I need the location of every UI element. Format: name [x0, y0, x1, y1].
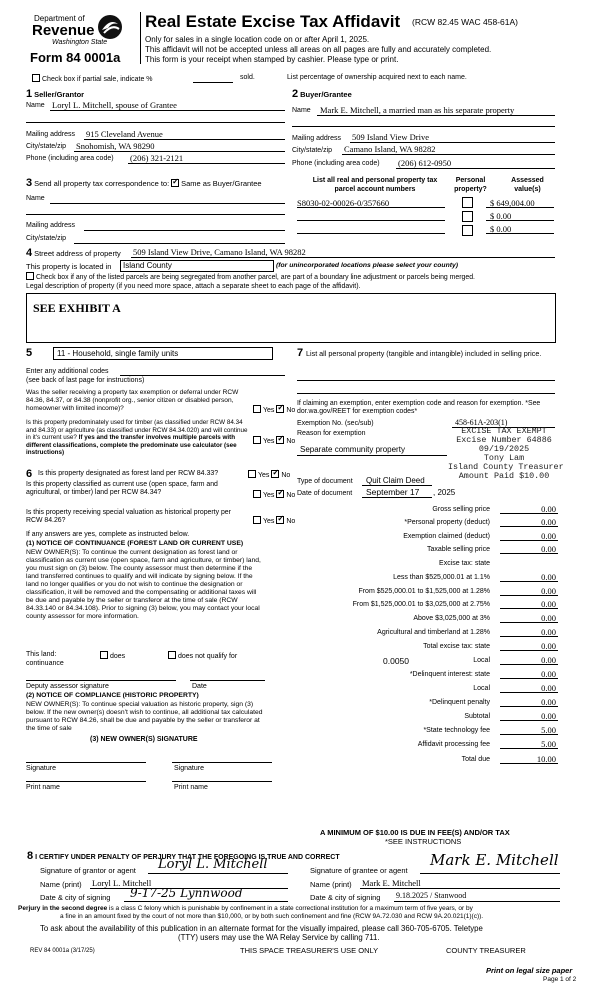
seller-heading	[26, 88, 84, 100]
q1-yes-checkbox[interactable]	[253, 405, 261, 413]
parcel-header-2a: Personal	[455, 177, 486, 184]
perjury-note-text: is a class C felony which is punishable by confinement in a state correctional institution for a maximum term of five years, or by	[107, 905, 473, 912]
calc-value[interactable]: 0.00	[541, 683, 556, 693]
personal-checkbox-1[interactable]	[462, 197, 473, 208]
sec3-mail-label: Mailing address	[26, 222, 76, 229]
calc-value[interactable]: 0.00	[541, 655, 556, 665]
grantor-date-field[interactable]: 9-17-25 Lynnwood	[130, 886, 243, 900]
q1-yes-no	[253, 405, 295, 414]
buyer-name-line-2	[292, 126, 555, 127]
deputy-signature-label: Deputy assessor signature	[26, 683, 109, 690]
dept-of-label: Department of	[34, 14, 85, 23]
q4-yes-label: Yes	[263, 492, 275, 499]
calc-value[interactable]: 0.00	[541, 517, 556, 527]
assessed-value-1[interactable]: $ 649,004.00	[490, 198, 535, 208]
calc-label: Affidavit processing fee	[417, 741, 490, 748]
does-not-option	[168, 651, 237, 660]
q5-no-checkbox[interactable]	[276, 516, 284, 524]
segregate-row	[26, 272, 475, 281]
grantee-name-line	[360, 888, 560, 889]
calc-value[interactable]: 0.00	[541, 627, 556, 637]
seller-mail-line	[84, 139, 285, 140]
seller-mail-label: Mailing address	[26, 131, 76, 138]
seller-city-field[interactable]: Snohomish, WA 98290	[76, 141, 155, 151]
exemption-no-field[interactable]: 458-61A-203(1)	[455, 418, 508, 427]
q2-no-label: No	[286, 438, 296, 445]
personal-checkbox-3[interactable]	[462, 225, 473, 236]
calc-label: Local	[473, 657, 490, 664]
q2-yes-checkbox[interactable]	[253, 436, 261, 444]
q1-no-checkbox[interactable]	[276, 405, 284, 413]
calc-value-line	[500, 581, 558, 582]
calc-label: *State technology fee	[423, 727, 490, 734]
calc-label: Agricultural and timberland at 1.28%	[377, 629, 490, 636]
sec3-city-label: City/state/zip	[26, 235, 67, 242]
segregate-checkbox[interactable]	[26, 272, 34, 280]
sec3-name-line-2	[26, 214, 285, 215]
does-label: does	[110, 653, 126, 660]
notice-continuance-text: NEW OWNER(S): To continue the current designation as forest land or classification as current use (open space, farm and agriculture, or timber) land, you must sign on (3) below. The county assessor must then determine if the land transferred continues to qualify and will indicate by signing below. If the land no longer qualifies or you do not wish to continue the designation or classification, it will be removed and the compensating or additional taxes will be due and payable by the seller or transferor at the time of sale (RCW 84.33.140 or 84.34.108). Prior to signing (3) below, you may contact your local county assessor for more information.	[26, 549, 261, 620]
additional-codes-note: (see back of last page for instructions)	[26, 377, 145, 384]
q5-yes-checkbox[interactable]	[253, 516, 261, 524]
grantor-signature[interactable]: Loryl L. Mitchell	[158, 857, 268, 872]
calc-value-line	[500, 595, 558, 596]
owner-sig-line-1[interactable]	[26, 762, 146, 763]
exempt-stamp	[448, 426, 564, 481]
sec3-heading	[26, 177, 262, 189]
doc-date-label: Date of document	[297, 490, 353, 497]
legal-desc-label: Legal description of property (if you need more space, attach a separate sheet to each page of the affidavit).	[26, 283, 361, 290]
partial-sale-row	[32, 74, 153, 83]
buyer-mail-label: Mailing address	[292, 135, 342, 142]
timber-question-text: Is this property predominately used for timber (as classified under RCW 84.34 and 84.33) or agriculture (as classified under RCW 84.34.020) and will continue in it's current use?	[26, 419, 248, 441]
calc-label: Subtotal	[464, 713, 490, 720]
calc-value[interactable]: 0.00	[541, 641, 556, 651]
header-note-1: Only for sales in a single location code on or after April 1, 2025.	[145, 35, 370, 44]
buyer-phone-label: Phone (including area code)	[292, 160, 380, 167]
owner-sig-line-2[interactable]	[172, 762, 272, 763]
grantee-date-field[interactable]: 9.18.2025 / Stanwood	[396, 891, 467, 900]
parcel-number-1[interactable]: S8030-02-00026-0/357660	[297, 198, 390, 208]
perjury-note-bold: Perjury in the second degree	[18, 905, 108, 912]
stamp-line-2: Excise Number 64886	[456, 435, 552, 445]
calc-label: From $525,000.01 to $1,525,000 at 1.28%	[358, 588, 490, 595]
q3-no-checkbox[interactable]	[271, 470, 279, 478]
seller-city-label: City/state/zip	[26, 143, 67, 150]
owner-sig-label-2: Signature	[174, 765, 204, 772]
owner-sig-label-1: Signature	[26, 765, 56, 772]
calc-label: Excise tax: state	[439, 560, 490, 567]
partial-sold-label: sold.	[240, 74, 255, 81]
q1-no-label: No	[286, 407, 296, 414]
notice-continuance-heading: (1) NOTICE OF CONTINUANCE (FOREST LAND OR CURRENT USE)	[26, 540, 244, 547]
sec4-number: 4	[26, 247, 33, 259]
calc-value-line	[500, 748, 558, 749]
calc-value-line	[500, 636, 558, 637]
seller-city-line	[74, 151, 285, 152]
parcel-header-2	[448, 176, 493, 194]
calc-value[interactable]: 0.00	[541, 531, 556, 541]
partial-pct-line[interactable]	[193, 82, 233, 83]
buyer-mail-line	[350, 142, 555, 143]
seller-name-line-2	[26, 122, 285, 123]
grantor-name-field[interactable]: Loryl L. Mitchell	[92, 878, 152, 888]
calc-value-line	[500, 622, 558, 623]
stamp-line-5: Island County Treasurer	[448, 462, 564, 472]
exemption-instructions: If claiming an exemption, enter exemption code and reason for exemption. *See dor.wa.gov/REET for exemption codes*	[297, 400, 541, 415]
buyer-name-line	[317, 115, 555, 116]
same-as-buyer-checkbox[interactable]	[171, 179, 179, 187]
seller-name-label: Name	[26, 102, 45, 109]
calc-label: *Delinquent interest: state	[409, 671, 490, 678]
q5-yes-label: Yes	[263, 518, 275, 525]
assessed-line-3	[486, 233, 554, 234]
continuance-label: continuance	[26, 660, 64, 667]
doc-date-line	[362, 497, 432, 498]
land-use-select[interactable]	[53, 347, 273, 360]
buyer-phone-line	[396, 168, 555, 169]
if-any-yes-note: If any answers are yes, complete as instructed below.	[26, 531, 190, 538]
exemption-question: Was the seller receiving a property tax exemption or deferral under RCW 84.36, 84.37, or 84.38 (nonprofit org., senior citizen or disabled person, homeowner with limited income)?	[26, 389, 239, 412]
grantee-name-field[interactable]: Mark E. Mitchell	[362, 878, 421, 888]
does-not-label: does not qualify for	[178, 653, 238, 660]
calc-value[interactable]: 0.00	[541, 544, 556, 554]
parcel-header-3	[500, 176, 555, 194]
grantor-sig-label: Signature of grantor or agent	[40, 866, 136, 875]
personal-property-line-2[interactable]	[297, 393, 555, 394]
grantor-date-line	[124, 901, 288, 902]
reason-field[interactable]: Separate community property	[300, 445, 405, 454]
deputy-signature-line[interactable]	[26, 680, 176, 681]
owner-print-line-1[interactable]	[26, 781, 146, 782]
parcel-header-3a: Assessed	[511, 177, 544, 184]
seller-phone-line	[128, 163, 285, 164]
q2-yes-label: Yes	[263, 438, 275, 445]
q3-yes-checkbox[interactable]	[248, 470, 256, 478]
county-select-value: Island County	[123, 261, 172, 270]
buyer-city-field[interactable]: Camano Island, WA 98282	[344, 144, 436, 154]
current-use-question: Is this property classified as current use (open space, farm and agricultural, or timber) land per RCW 84.34?	[26, 481, 218, 496]
calc-label: Total due	[461, 756, 490, 763]
land-use-value: 11 - Household, single family units	[57, 349, 179, 358]
calc-label: Gross selling price	[432, 506, 490, 513]
parcel-line-1	[297, 207, 445, 208]
calc-value[interactable]: 10.00	[536, 754, 556, 764]
legal-desc-value: SEE EXHIBIT A	[33, 301, 121, 315]
calc-value[interactable]: 0.00	[541, 599, 556, 609]
calc-value[interactable]: 0.00	[541, 572, 556, 582]
calc-value-line	[500, 734, 558, 735]
owner-print-label-1: Print name	[26, 784, 60, 791]
segregate-label: Check box if any of the listed parcels are being segregated from another parcel, are part of a boundary line adjustment or parcels being merged.	[36, 274, 475, 281]
parcel-header-1a: List all real and personal property tax	[312, 177, 438, 184]
parcel-header-2b: property?	[454, 186, 487, 193]
this-land-label: This land:	[26, 651, 57, 658]
additional-codes-label: Enter any additional codes	[26, 368, 109, 375]
partial-sale-checkbox[interactable]	[32, 74, 40, 82]
calc-value-line	[500, 526, 558, 527]
revenue-swirl-icon	[96, 14, 124, 40]
doc-type-line	[362, 485, 432, 486]
assessed-line-2	[486, 220, 554, 221]
parcel-line-2[interactable]	[297, 220, 445, 221]
alt-format-note: To ask about the availability of this publication in an alternate format for the visually impaired, please call 360-705-6705. Teletype	[40, 924, 483, 933]
calc-value-line	[500, 678, 558, 679]
calc-value-line	[500, 650, 558, 651]
buyer-name-label: Name	[292, 107, 311, 114]
parcel-line-3[interactable]	[297, 233, 445, 234]
personal-property-label: List all personal property (tangible and intangible) included in selling price.	[306, 349, 542, 358]
q4-no-label: No	[286, 492, 296, 499]
state-label: Washington State	[52, 39, 108, 46]
grantor-name-label: Name (print)	[40, 880, 82, 889]
doc-type-label: Type of document	[297, 478, 353, 485]
calc-label: Total excise tax: state	[423, 643, 490, 650]
grantor-date-label: Date & city of signing	[40, 893, 111, 902]
stamp-line-1: EXCISE TAX EXEMPT	[461, 426, 547, 436]
calc-value-line	[500, 706, 558, 707]
sec4-street-row	[26, 247, 121, 259]
perjury-note-2: a fine in an amount fixed by the court of not more than $10,000, or by both such confinement and fine (RCW 9A.72.030 and RCW 9A.20.021(1)(c)).	[60, 913, 484, 920]
parcel-header-1	[300, 176, 450, 194]
q2-yes-no	[253, 436, 295, 445]
owner-print-line-2[interactable]	[172, 781, 272, 782]
buyer-city-line	[342, 154, 555, 155]
personal-checkbox-2[interactable]	[462, 211, 473, 222]
reason-line	[297, 455, 447, 456]
seller-section-number: 1	[26, 88, 33, 100]
calc-value[interactable]: 5.00	[541, 725, 556, 735]
does-checkbox[interactable]	[100, 651, 108, 659]
grantee-date-label: Date & city of signing	[310, 893, 381, 902]
calc-value-line	[500, 720, 558, 721]
notice-compliance-text: NEW OWNER(S): To continue special valuation as historic property, sign (3) below. If the new owner(s) doesn't wish to continue, all additional tax calculated pursuant to RCW 84.26, shall be due and payable by the seller or transferor at the time of sale	[26, 701, 263, 732]
calc-label: Less than $525,000.01 at 1.1%	[393, 574, 490, 581]
assessed-value-3[interactable]: $ 0.00	[490, 224, 512, 234]
grantee-sig-line	[420, 873, 560, 874]
stamp-line-4: Tony Lam	[483, 453, 525, 463]
perjury-note	[18, 905, 473, 912]
notice-compliance-heading: (2) NOTICE OF COMPLIANCE (HISTORIC PROPERTY)	[26, 692, 199, 699]
seller-phone-label: Phone (including area code)	[26, 155, 114, 162]
calc-value[interactable]: 0.00	[541, 586, 556, 596]
q4-yes-no	[253, 490, 295, 499]
does-option	[100, 651, 125, 660]
seller-mail-field[interactable]: 915 Cleveland Avenue	[86, 129, 163, 139]
calc-value[interactable]: 0.00	[541, 613, 556, 623]
sec7-heading	[297, 347, 303, 359]
dor-logo	[28, 12, 126, 48]
calc-value[interactable]: 0.00	[541, 504, 556, 514]
sec3-name-line[interactable]	[50, 203, 285, 204]
sec3-city-line[interactable]	[74, 243, 285, 244]
page-number: Page 1 of 2	[543, 976, 577, 983]
calc-value[interactable]: 0.00	[541, 697, 556, 707]
grantee-signature[interactable]: Mark E. Mitchell	[430, 851, 559, 869]
q3-yes-label: Yes	[258, 472, 270, 479]
sec8-number: 8	[27, 850, 34, 862]
calc-label: From $1,525,000.01 to $3,025,000 at 2.75%	[352, 601, 490, 608]
seller-phone-field[interactable]: (206) 321-2121	[130, 153, 184, 163]
buyer-heading	[292, 88, 352, 100]
rev-number: REV 84 0001a (3/17/25)	[30, 948, 95, 954]
historic-question: Is this property receiving special valuation as historical property per RCW 84.26?	[26, 509, 231, 524]
assessed-line-1	[486, 207, 554, 208]
parcel-header-1b: parcel account numbers	[334, 186, 416, 193]
same-as-buyer-label: Same as Buyer/Grantee	[181, 179, 262, 188]
reason-label: Reason for exemption	[297, 430, 366, 437]
header-divider	[140, 12, 141, 64]
stamp-line-6: Amount Paid $10.00	[458, 471, 550, 481]
does-not-checkbox[interactable]	[168, 651, 176, 659]
personal-property-line-1[interactable]	[297, 380, 555, 381]
header-note-3	[145, 55, 398, 64]
sec6-number: 6	[26, 468, 33, 480]
calc-value[interactable]: 0.00	[541, 711, 556, 721]
grantor-sig-line	[148, 873, 288, 874]
q1-yes-label: Yes	[263, 407, 275, 414]
calc-value-line	[500, 553, 558, 554]
street-address-label: Street address of property	[34, 249, 121, 258]
calc-label: Above $3,025,000 at 3%	[413, 615, 490, 622]
street-address-line	[131, 257, 555, 258]
q3-yes-no	[248, 470, 290, 479]
buyer-section-number: 2	[292, 88, 299, 100]
deputy-date-label: Date	[192, 683, 207, 690]
sec3-text: Send all property tax correspondence to:	[34, 179, 170, 188]
legal-desc-box[interactable]	[26, 293, 556, 343]
calc-value[interactable]: 5.00	[541, 739, 556, 749]
doc-year: , 2025	[433, 488, 456, 497]
calc-label: Local	[473, 685, 490, 692]
partial-sale-label: Check box if partial sale, indicate %	[42, 76, 153, 83]
calc-value-line	[500, 608, 558, 609]
grantee-sig-label: Signature of grantee or agent	[310, 866, 408, 875]
exemption-no-label: Exemption No. (sec/sub)	[297, 420, 374, 427]
q4-yes-checkbox[interactable]	[253, 490, 261, 498]
certify-heading: I CERTIFY UNDER PENALTY OF PERJURY THAT THE FOREGOING IS TRUE AND CORRECT	[35, 854, 340, 861]
grantee-name-label: Name (print)	[310, 880, 352, 889]
county-treasurer-label: COUNTY TREASURER	[446, 946, 526, 955]
form-number: Form 84 0001a	[30, 50, 121, 65]
calc-value-line	[500, 763, 558, 764]
q2-no-checkbox[interactable]	[276, 436, 284, 444]
ownership-pct-note: List percentage of ownership acquired next to each name.	[287, 74, 467, 81]
calc-label: *Personal property (deduct)	[404, 519, 490, 526]
minimum-due-note: A MINIMUM OF $10.00 IS DUE IN FEE(S) AND/OR TAX	[320, 828, 510, 837]
q4-no-checkbox[interactable]	[276, 490, 284, 498]
sec3-number: 3	[26, 177, 33, 189]
county-select[interactable]	[120, 260, 274, 272]
calc-value-line	[500, 664, 558, 665]
grantee-date-line	[394, 901, 560, 902]
local-rate: 0.0050	[383, 656, 409, 666]
sec3-name-label: Name	[26, 195, 45, 202]
uninc-note: (for unincorporated locations please select your county)	[276, 262, 459, 269]
calc-label: *Delinquent penalty	[429, 699, 490, 706]
additional-codes-line[interactable]	[120, 375, 285, 376]
legal-paper-note: Print on legal size paper	[486, 966, 573, 975]
alt-format-note-2: (TTY) users may use the WA Relay Service by calling 711.	[178, 933, 380, 942]
calc-value[interactable]: 0.00	[541, 669, 556, 679]
calc-value-line	[500, 692, 558, 693]
new-owner-sig-heading: (3) NEW OWNER(S) SIGNATURE	[90, 736, 198, 743]
header-note-2: This affidavit will not be accepted unless all areas on all pages are fully and accurately completed.	[145, 45, 492, 54]
buyer-city-label: City/state/zip	[292, 147, 333, 154]
buyer-mail-field[interactable]: 509 Island View Drive	[352, 132, 429, 142]
located-in-label: This property is located in	[26, 262, 112, 271]
see-instructions-note: *SEE INSTRUCTIONS	[385, 837, 462, 846]
doc-date-field[interactable]: September 17	[366, 487, 420, 497]
seller-name-field[interactable]: Loryl L. Mitchell, spouse of Grantee	[52, 100, 177, 110]
treasurer-use-label: THIS SPACE TREASURER'S USE ONLY	[240, 946, 379, 955]
q5-no-label: No	[286, 518, 296, 525]
forest-question: Is this property designated as forest land per RCW 84.33?	[38, 470, 219, 477]
seller-heading-label: Seller/Grantor	[34, 90, 85, 99]
street-address-field[interactable]: 509 Island View Drive, Camano Island, WA 98282	[133, 247, 306, 257]
form-title: Real Estate Excise Tax Affidavit	[145, 12, 401, 31]
sec5-number: 5	[26, 347, 33, 359]
timber-question-bold: If yes and the transfer involves multiple parcels with different classifications, complete the predominate use calculator (see instructions)	[26, 434, 237, 456]
revenue-label: Revenue	[32, 22, 95, 39]
parcel-header-3b: value(s)	[514, 186, 541, 193]
q5-yes-no	[253, 516, 295, 525]
buyer-heading-label: Buyer/Grantee	[300, 90, 352, 99]
header-note-3-text: This form is your receipt when stamped by cashier. Please type or print.	[145, 55, 399, 64]
calc-label: Exemption claimed (deduct)	[403, 533, 490, 540]
timber-question	[26, 419, 248, 457]
owner-print-label-2: Print name	[174, 784, 208, 791]
stamp-line-3: 09/19/2025	[478, 444, 530, 454]
calc-label: Taxable selling price	[426, 546, 490, 553]
buyer-phone-field[interactable]: (206) 612-0950	[398, 158, 452, 168]
buyer-name-field[interactable]: Mark E. Mitchell, a married man as his separate property	[320, 105, 515, 115]
calc-value-line	[500, 513, 558, 514]
calc-value-line	[500, 540, 558, 541]
assessed-value-2[interactable]: $ 0.00	[490, 211, 512, 221]
q3-no-label: No	[281, 472, 291, 479]
doc-type-field[interactable]: Quit Claim Deed	[366, 476, 425, 485]
seller-name-line	[50, 110, 285, 111]
sec3-mail-line[interactable]	[84, 230, 285, 231]
deputy-date-line[interactable]	[190, 680, 265, 681]
sec7-number: 7	[297, 347, 304, 359]
form-cite: (RCW 82.45 WAC 458-61A)	[412, 17, 518, 27]
